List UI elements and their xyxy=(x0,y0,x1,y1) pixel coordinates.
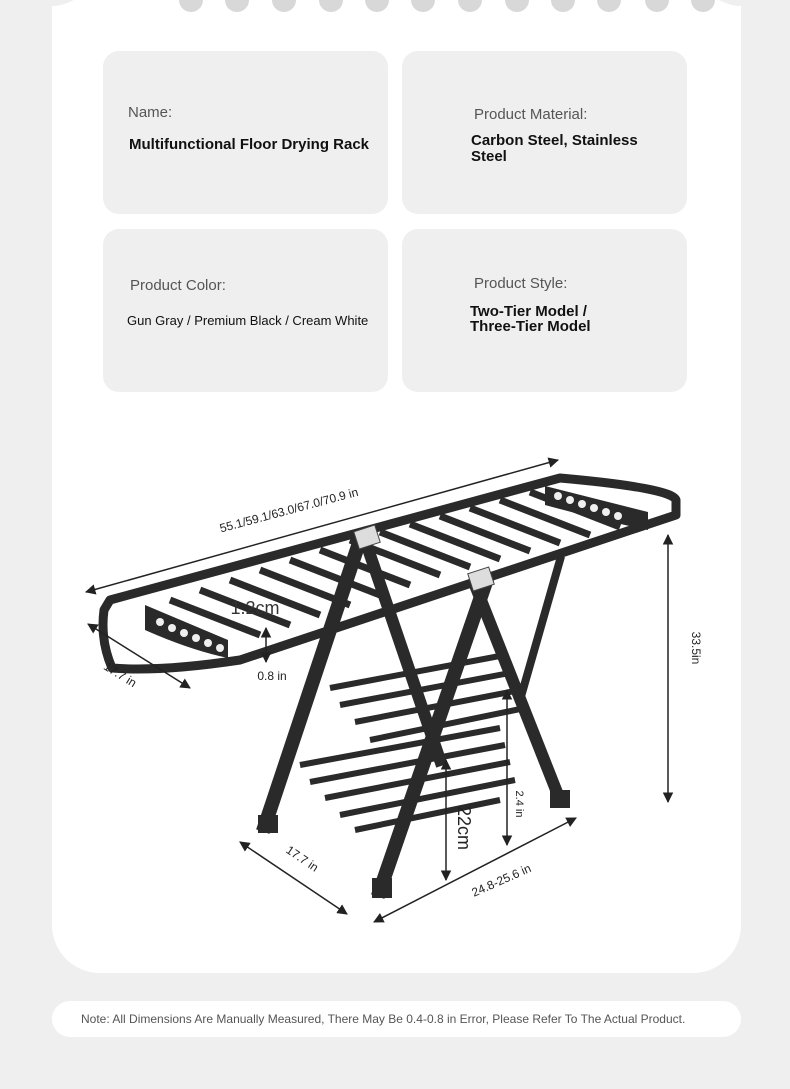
spec-label-style: Product Style: xyxy=(474,275,568,292)
spec-value-material-line2: Steel xyxy=(471,148,507,165)
spec-label-name: Name: xyxy=(128,104,173,121)
binder-hole xyxy=(691,0,715,12)
leg-foot xyxy=(258,815,278,833)
binder-hole xyxy=(319,0,343,12)
spec-value-style-line2: Three-Tier Model xyxy=(470,318,591,335)
binder-hole xyxy=(645,0,669,12)
binder-hole xyxy=(458,0,482,12)
binder-hole xyxy=(225,0,249,12)
dim-base-depth-label: 17.7 in xyxy=(283,842,322,875)
binder-hole xyxy=(365,0,389,12)
dim-base-width-label: 24.8-25.6 in xyxy=(469,861,534,900)
spec-box-name xyxy=(103,51,388,214)
binder-notch-left xyxy=(10,0,94,6)
spec-box-color xyxy=(103,229,388,392)
spec-value-material-line1: Carbon Steel, Stainless xyxy=(471,132,638,149)
spec-label-color: Product Color: xyxy=(130,277,226,294)
binder-hole xyxy=(597,0,621,12)
measurement-note: Note: All Dimensions Are Manually Measured, There May Be 0.4-0.8 in Error, Please Refer To The Actual Product. xyxy=(52,1001,741,1037)
dim-rail-gap-label: 0.8 in xyxy=(257,669,287,683)
dim-top-width-label: 17.7 in xyxy=(101,659,140,691)
binder-hole xyxy=(179,0,203,12)
leg-foot xyxy=(372,878,392,898)
drying-rack-diagram xyxy=(0,440,790,940)
binder-hole xyxy=(411,0,435,12)
dim-shelf-gap-label: 2.4 in xyxy=(513,790,525,818)
dim-length-label: 55.1/59.1/63.0/67.0/70.9 in xyxy=(218,484,360,536)
spec-value-color: Gun Gray / Premium Black / Cream White xyxy=(127,313,369,328)
binder-hole xyxy=(272,0,296,12)
dim-shelf-height-label: 22cm xyxy=(454,805,474,851)
dim-height-label: 33.5in xyxy=(689,631,703,665)
leg-foot xyxy=(550,790,570,808)
spec-label-material: Product Material: xyxy=(474,106,588,123)
spec-value-name: Multifunctional Floor Drying Rack xyxy=(129,136,370,153)
spec-box-material xyxy=(402,51,687,214)
spec-value-style-line1: Two-Tier Model / xyxy=(470,303,587,320)
spec-box-style xyxy=(402,229,687,392)
binder-hole xyxy=(551,0,575,12)
dim-rail-diameter-label: 1.2cm xyxy=(230,598,280,618)
binder-hole xyxy=(505,0,529,12)
